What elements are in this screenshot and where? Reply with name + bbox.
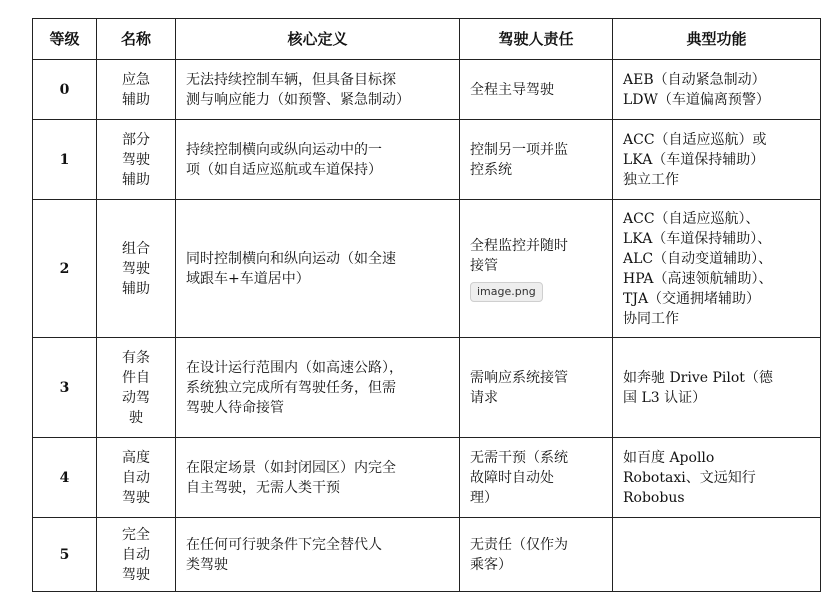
responsibility-cell: 控制另一项并监 控系统 [460,120,613,200]
level-cell: 4 [33,438,97,518]
level-cell: 5 [33,518,97,592]
table-header-row [33,19,821,60]
level-cell: 2 [33,200,97,338]
table-row [33,200,821,338]
name-cell: 部分 驾驶 辅助 [97,120,176,200]
header-level: 等级 [33,19,97,60]
name-cell: 高度 自动 驾驶 [97,438,176,518]
autonomy-levels-table [32,18,821,592]
functions-cell: ACC（自适应巡航）、 LKA（车道保持辅助）、 ALC（自动变道辅助）、 HPA（高速领航辅助）、 TJA（交通拥堵辅助） 协同工作 [613,200,821,338]
header-functions: 典型功能 [613,19,821,60]
responsibility-cell: 无需干预（系统 故障时自动处 理） [460,438,613,518]
level-cell: 0 [33,60,97,120]
functions-cell: 如奔驰 Drive Pilot（德 国 L3 认证） [613,338,821,438]
name-cell: 完全 自动 驾驶 [97,518,176,592]
table-row [33,518,821,592]
functions-cell: AEB（自动紧急制动） LDW（车道偏离预警） [613,60,821,120]
definition-cell: 在任何可行驶条件下完全替代人 类驾驶 [176,518,460,592]
image-filename-tag[interactable]: image.png [470,282,543,302]
header-definition: 核心定义 [176,19,460,60]
table-row [33,60,821,120]
definition-cell: 持续控制横向或纵向运动中的一 项（如自适应巡航或车道保持） [176,120,460,200]
responsibility-cell: 全程主导驾驶 [460,60,613,120]
header-responsibility: 驾驶人责任 [460,19,613,60]
header-name: 名称 [97,19,176,60]
functions-cell: ACC（自适应巡航）或 LKA（车道保持辅助） 独立工作 [613,120,821,200]
responsibility-cell: 无责任（仅作为 乘客） [460,518,613,592]
functions-cell: 如百度 Apollo Robotaxi、文远知行 Robobus [613,438,821,518]
level-cell: 3 [33,338,97,438]
definition-cell: 在设计运行范围内（如高速公路）， 系统独立完成所有驾驶任务，但需 驾驶人待命接管 [176,338,460,438]
name-cell: 有条 件自 动驾 驶 [97,338,176,438]
table-row [33,338,821,438]
responsibility-text: 全程监控并随时 接管 [470,237,568,274]
name-cell: 组合 驾驶 辅助 [97,200,176,338]
responsibility-cell [460,200,613,338]
name-cell: 应急 辅助 [97,60,176,120]
responsibility-cell: 需响应系统接管 请求 [460,338,613,438]
definition-cell: 同时控制横向和纵向运动（如全速 域跟车+车道居中） [176,200,460,338]
functions-cell [613,518,821,592]
level-cell: 1 [33,120,97,200]
definition-cell: 无法持续控制车辆，但具备目标探 测与响应能力（如预警、紧急制动） [176,60,460,120]
table-row [33,120,821,200]
definition-cell: 在限定场景（如封闭园区）内完全 自主驾驶，无需人类干预 [176,438,460,518]
table-row [33,438,821,518]
